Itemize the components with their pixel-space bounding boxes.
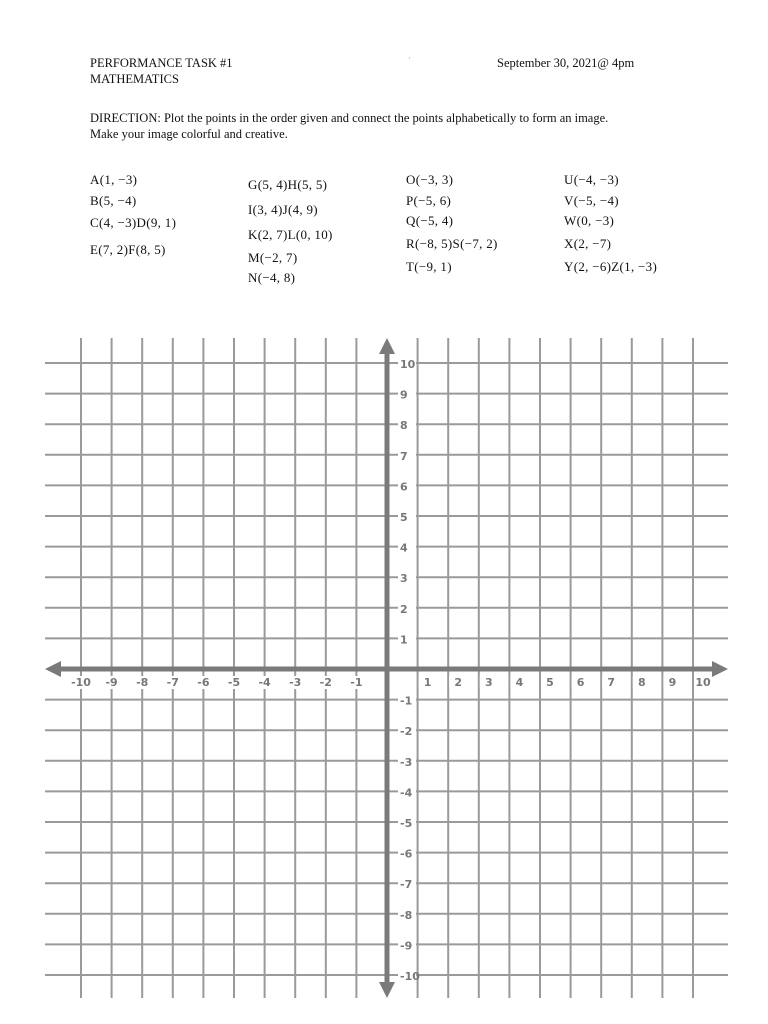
y-tick-label: -3	[400, 755, 413, 769]
y-tick-label: 9	[400, 388, 408, 402]
y-axis-up-arrow-icon	[379, 338, 395, 354]
direction-text	[90, 110, 710, 142]
point-entry: N(−4, 8)	[248, 270, 296, 285]
y-tick-label: -1	[400, 694, 413, 708]
x-tick-label: -9	[105, 676, 118, 689]
point-entry: V(−5, −4)	[564, 193, 619, 208]
due-date: September 30, 2021@ 4pm	[497, 56, 635, 70]
x-tick-label: 5	[546, 676, 554, 689]
x-tick-label: -4	[258, 676, 271, 689]
point-entry: C(4, −3)D(9, 1)	[90, 215, 177, 230]
y-tick-label: -6	[400, 847, 413, 861]
x-tick-label: -10	[71, 676, 91, 689]
x-tick-label: 9	[668, 676, 677, 689]
point-entry: R(−8, 5)S(−7, 2)	[406, 236, 498, 251]
point-entry: B(5, −4)	[90, 193, 137, 208]
y-tick-label: -2	[400, 725, 413, 739]
y-tick-label: 3	[400, 572, 408, 586]
x-tick-label: -7	[166, 676, 179, 689]
direction-line-2: Make your image colorful and creative.	[90, 127, 288, 141]
subject-label: MATHEMATICS	[90, 72, 179, 86]
point-entry: Y(2, −6)Z(1, −3)	[564, 259, 658, 274]
y-axis-down-arrow-icon	[379, 982, 395, 998]
y-tick-label: 2	[400, 602, 408, 616]
x-axis-left-arrow-icon	[45, 661, 61, 677]
x-tick-label: 8	[637, 676, 646, 689]
document-header	[90, 55, 690, 87]
point-entry: G(5, 4)H(5, 5)	[248, 177, 328, 192]
y-tick-label: 4	[400, 541, 408, 555]
x-tick-label: 2	[454, 676, 463, 689]
y-tick-label: 10	[400, 358, 416, 371]
stray-mark: ·	[408, 54, 411, 63]
x-tick-label: 7	[607, 676, 616, 689]
y-tick-label: 5	[400, 511, 408, 524]
y-tick-label: 7	[400, 449, 408, 463]
coordinate-grid	[0, 330, 768, 1010]
x-tick-label: 1	[423, 676, 432, 689]
point-entry: O(−3, 3)	[406, 172, 454, 187]
y-tick-label: 6	[400, 480, 408, 494]
x-tick-label: 3	[484, 676, 493, 689]
y-tick-label: -9	[400, 939, 413, 953]
x-tick-label: -2	[319, 676, 332, 689]
x-axis-right-arrow-icon	[712, 661, 728, 677]
x-tick-label: -5	[227, 676, 241, 689]
y-tick-label: -10	[400, 970, 420, 983]
y-tick-label: -4	[400, 786, 413, 800]
point-entry: K(2, 7)L(0, 10)	[248, 227, 333, 242]
x-tick-label: -6	[197, 676, 210, 689]
y-tick-label: -5	[400, 817, 413, 830]
y-tick-label: -8	[400, 908, 413, 922]
direction-line-1: DIRECTION: Plot the points in the order given and connect the points alphabetically to form an image.	[90, 111, 609, 125]
x-tick-label: 10	[695, 676, 711, 689]
point-entry: T(−9, 1)	[406, 259, 452, 274]
point-entry: M(−2, 7)	[248, 250, 298, 265]
point-entry: E(7, 2)F(8, 5)	[90, 242, 166, 257]
x-tick-label: 6	[576, 676, 585, 689]
y-tick-label: 8	[400, 419, 408, 433]
x-tick-label: 4	[515, 676, 524, 689]
x-tick-label: -1	[350, 676, 363, 689]
point-entry: I(3, 4)J(4, 9)	[248, 202, 318, 217]
point-entry: X(2, −7)	[564, 236, 612, 251]
point-entry: P(−5, 6)	[406, 193, 452, 208]
y-tick-label: -7	[400, 878, 413, 892]
point-entry: W(0, −3)	[564, 213, 615, 228]
point-entry: U(−4, −3)	[564, 172, 619, 187]
x-tick-label: -3	[289, 676, 302, 689]
point-entry: A(1, −3)	[90, 172, 138, 187]
point-entry: Q(−5, 4)	[406, 213, 454, 228]
x-tick-label: -8	[136, 676, 149, 689]
task-title: PERFORMANCE TASK #1	[90, 56, 233, 70]
y-tick-label: 1	[400, 633, 408, 647]
